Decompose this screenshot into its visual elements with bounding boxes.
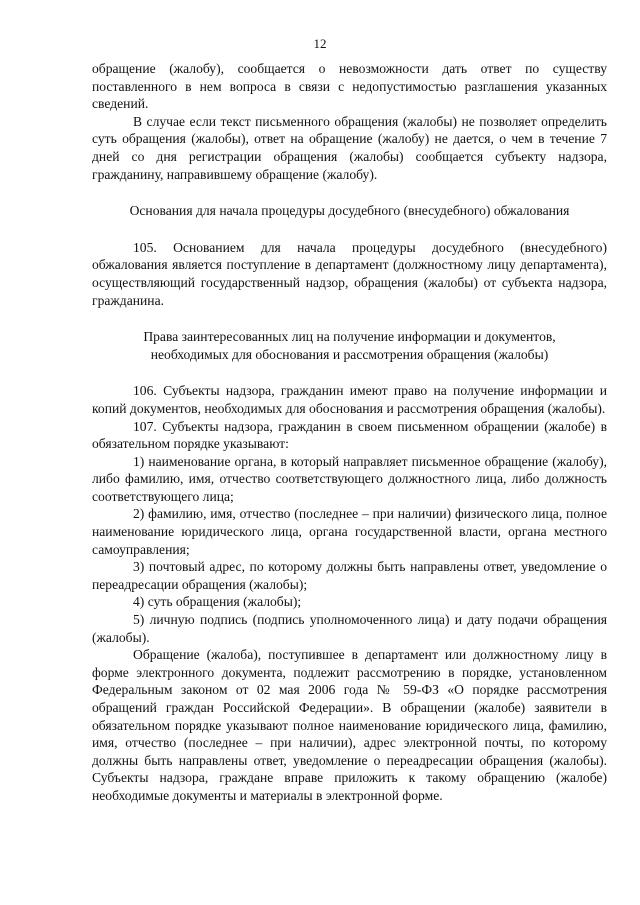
section-heading-grounds: Основания для начала процедуры досудебного (внесудебного) обжалования [129,203,570,219]
spacer [92,220,607,239]
section-heading-rights-line-2: необходимых для обоснования и рассмотрения обращения (жалобы) [150,346,549,362]
list-item-5: 5) личную подпись (подпись уполномоченного лица) и дату подачи обращения (жалобы). [92,612,607,645]
list-item-1: 1) наименование органа, в который направляет письменное обращение (жалобу), либо фамилию, имя, отчество соответствующего должностного лица, либо должность соответствующего лица; [92,453,607,504]
paragraph-107: 107. Субъекты надзора, гражданин в своем письменном обращении (жалобе) в обязательном порядке указывают: [92,418,607,452]
paragraph-106: 106. Субъекты надзора, гражданин имеют право на получение информации и копий документов, необходимых для обоснования и рассмотрения обращения (жалобы). [92,383,607,416]
paragraph-electronic-complaint: Обращение (жалоба), поступившее в департамент или должностному лицу в форме электронного документа, подлежит рассмотрению в порядке, установленном Федеральным законом от 02 мая 2006 года № 59-ФЗ «О порядке рассмотрения обращений граждан Российской Федерации». В обращении (жалобе) заявители в обязательном порядке указывают полное наименование юридического лица, фамилию, имя, отчество (последнее – при наличии), адрес электронной почты, по которому должны быть направлены ответ, уведомление о переадресации обращения (жалобы). Субъекты надзора, граждане вправе приложить к такому обращению (жалобе) необходимые документы и материалы в электронной форме. [92,647,607,803]
paragraph-105: 105. Основанием для начала процедуры досудебного (внесудебного) обжалования является поступление в департамент (должностному лицу департамента), осуществляющий государственный надзор, обращения (жалобы) от субъекта надзора, гражданина. [92,239,607,308]
paragraph-continued: обращение (жалобу), сообщается о невозможности дать ответ по существу поставленного в нем вопроса в связи с недопустимостью разглашения указанных сведений. [92,61,607,112]
list-item-2: 2) фамилию, имя, отчество (последнее – при наличии) физического лица, полное наименование юридического лица, органа государственной власти, органа местного самоуправления; [92,506,607,557]
section-heading-rights-line-1: Права заинтересованных лиц на получение информации и документов, [143,329,556,345]
list-item-3: 3) почтовый адрес, по которому должны быть направлены ответ, уведомление о переадресации обращения (жалобы); [92,559,607,592]
document-body [92,60,607,805]
section-heading-rights [92,328,607,363]
page-number: 12 [313,36,327,51]
spacer [92,309,607,328]
spacer [92,363,607,382]
spacer [92,183,607,202]
list-item-4: 4) суть обращения (жалобы); [133,594,302,610]
paragraph-unclear-text: В случае если текст письменного обращения (жалобы) не позволяет определить суть обращения (жалобы), ответ на обращение (жалобу) не дается, о чем в течение 7 дней со дня регистрации обращения (жалобы) сообщается субъекту надзора, гражданину, направившему обращение (жалобу). [92,113,607,182]
